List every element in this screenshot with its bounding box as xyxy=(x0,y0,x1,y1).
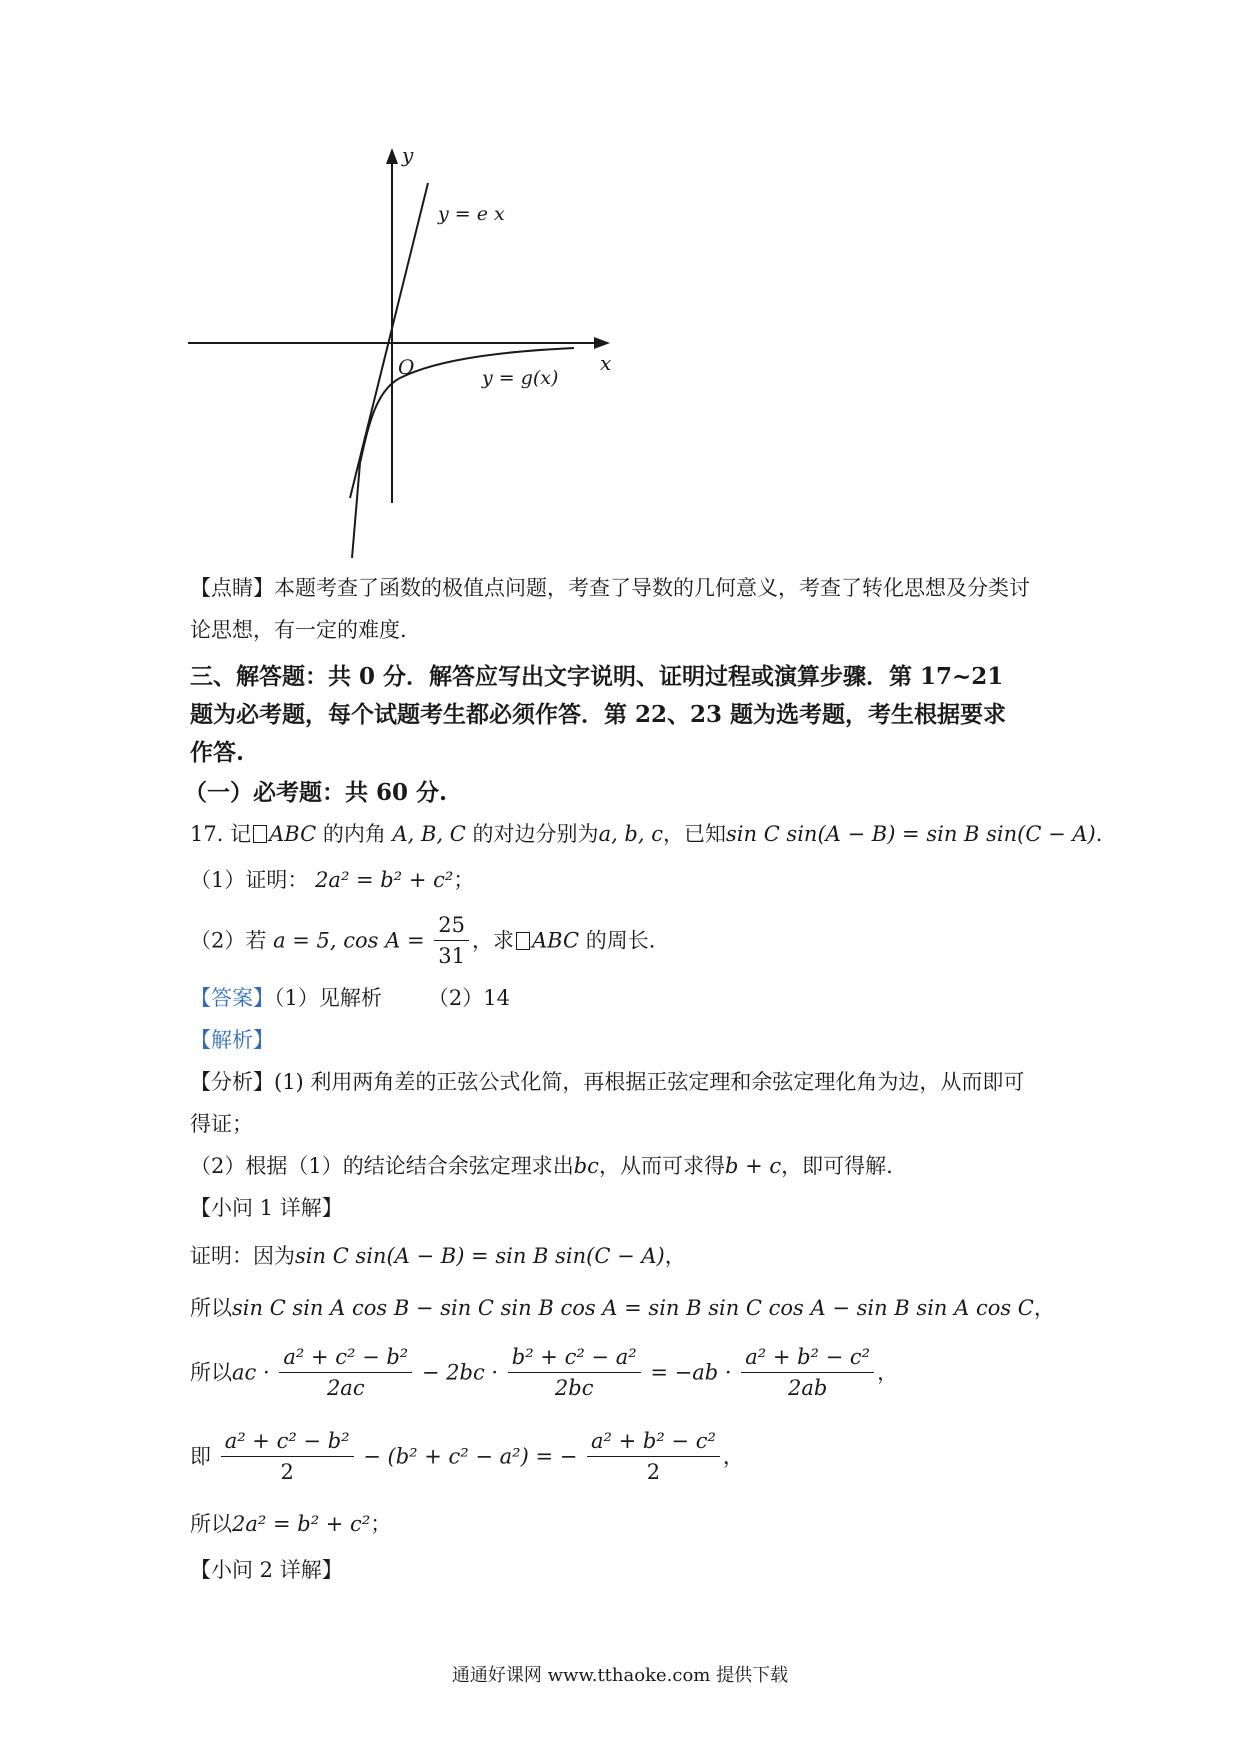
proof-3-frac2 xyxy=(508,1344,641,1401)
q17-part2 xyxy=(190,912,655,969)
detail2-tag: 【小问 2 详解】 xyxy=(190,1558,343,1582)
proof-1-prefix: 证明：因为 xyxy=(190,1244,295,1268)
proof-3-t1: ac · xyxy=(232,1360,270,1385)
y-axis-arrow-icon xyxy=(386,148,398,164)
dianjing-line-1: 【点睛】本题考查了函数的极值点问题，考查了导数的几何意义，考查了转化思想及分类讨 xyxy=(190,576,1030,600)
q17-mid: 的内角 xyxy=(316,822,393,846)
section3-line-2: 题为必考题，每个试题考生都必须作答．第 22、23 题为选考题，考生根据要求 xyxy=(190,701,1007,728)
q17-end: . xyxy=(1095,822,1103,846)
proof-line-1 xyxy=(190,1242,686,1270)
proof-line-3 xyxy=(190,1344,898,1401)
detail1-tag: 【小问 1 详解】 xyxy=(190,1196,343,1220)
proof-3-frac1-num: a² + c² − b² xyxy=(279,1344,412,1373)
line-label: y = e x xyxy=(438,203,505,225)
analysis-line-3 xyxy=(190,1152,893,1180)
proof-3-end: ， xyxy=(877,1360,899,1385)
q17-mid3: ，已知 xyxy=(663,822,726,846)
proof-3-t2: − 2bc · xyxy=(421,1360,499,1385)
q17-prefix: 17. 记 xyxy=(190,822,252,846)
part2-given: a = 5, cos A = xyxy=(273,928,425,953)
q17-part1 xyxy=(190,866,474,894)
triangle-symbol-icon xyxy=(253,825,267,843)
jiexi-tag: 【解析】 xyxy=(190,1028,274,1052)
part2-fraction xyxy=(434,912,469,969)
proof-4-end: ， xyxy=(722,1444,744,1469)
part2-label: （2）若 xyxy=(190,928,267,953)
q17-angles: A, B, C xyxy=(392,822,466,846)
answer-part2: （2）14 xyxy=(427,986,510,1010)
q17-stem xyxy=(190,820,1102,848)
proof-line-5 xyxy=(190,1510,391,1538)
curve-label: y = g(x) xyxy=(482,367,559,389)
proof-3-prefix: 所以 xyxy=(190,1360,232,1385)
analysis-line-1: 【分析】(1) 利用两角差的正弦公式化简，再根据正弦定理和余弦定理化角为边，从而即可 xyxy=(190,1070,1025,1094)
dianjing-line-2: 论思想，有一定的难度. xyxy=(190,618,407,642)
analysis-3e: ，即可得解. xyxy=(781,1154,893,1178)
proof-1-eq: sin C sin(A − B) = sin B sin(C − A) xyxy=(295,1244,665,1268)
x-axis-label: x xyxy=(600,351,612,375)
section3-line-1: 三、解答题：共 0 分．解答应写出文字说明、证明过程或演算步骤．第 17~21 xyxy=(190,663,1004,690)
subsection-heading: （一）必考题：共 60 分. xyxy=(184,779,448,806)
tangent-line-y-ex xyxy=(350,183,428,498)
part2-end: 的周长. xyxy=(579,928,656,953)
section3-line-3: 作答. xyxy=(190,739,245,766)
part2-rest: ，求 xyxy=(471,928,514,953)
proof-5-eq: 2a² = b² + c² xyxy=(232,1512,371,1536)
page-footer: 通通好课网 www.tthaoke.com 提供下载 xyxy=(451,1665,789,1686)
analysis-line-2: 得证； xyxy=(190,1112,253,1136)
proof-4-frac1-den: 2 xyxy=(280,1460,294,1484)
proof-3-frac3-num: a² + b² − c² xyxy=(741,1344,874,1373)
proof-3-frac3 xyxy=(741,1344,874,1401)
proof-2-eq: sin C sin A cos B − sin C sin B cos A = sin B sin C cos A − sin B sin A cos C xyxy=(232,1296,1034,1320)
answer-part1: （1）见解析 xyxy=(274,986,382,1010)
proof-1-end: ， xyxy=(664,1244,686,1268)
proof-4-frac1 xyxy=(221,1428,354,1485)
origin-label: O xyxy=(398,355,415,379)
q17-mid2: 的对边分别为 xyxy=(465,822,599,846)
part1-end: ； xyxy=(453,868,475,892)
analysis-3b: bc xyxy=(573,1154,599,1178)
answer-tag: 【答案】 xyxy=(190,986,274,1010)
y-axis-label: y xyxy=(402,148,414,167)
proof-2-prefix: 所以 xyxy=(190,1296,232,1320)
proof-4-frac2-den: 2 xyxy=(646,1460,661,1484)
part2-denominator: 31 xyxy=(438,944,465,968)
proof-4-frac2 xyxy=(587,1428,720,1485)
proof-3-t3: = −ab · xyxy=(650,1360,732,1385)
proof-4-prefix: 即 xyxy=(190,1444,211,1469)
proof-4-mid: − (b² + c² − a²) = − xyxy=(363,1444,578,1469)
proof-3-frac1-den: 2ac xyxy=(326,1376,365,1400)
part2-numerator: 25 xyxy=(434,912,469,941)
analysis-3c: ，从而可求得 xyxy=(598,1154,725,1178)
analysis-3d: b + c xyxy=(724,1154,782,1178)
part1-equation: 2a² = b² + c² xyxy=(315,868,454,892)
proof-3-frac3-den: 2ab xyxy=(787,1376,828,1400)
q17-triangle: ABC xyxy=(269,822,317,846)
q17-condition: sin C sin(A − B) = sin B sin(C − A) xyxy=(726,822,1096,846)
proof-3-frac2-den: 2bc xyxy=(554,1376,594,1400)
proof-3-frac2-num: b² + c² − a² xyxy=(508,1344,641,1373)
proof-4-frac2-num: a² + b² − c² xyxy=(587,1428,720,1457)
proof-line-2 xyxy=(190,1294,1055,1322)
proof-4-frac1-num: a² + c² − b² xyxy=(221,1428,354,1457)
answer-line xyxy=(190,984,510,1012)
proof-5-end: ； xyxy=(370,1512,392,1536)
q17-sides: a, b, c xyxy=(598,822,663,846)
function-graph-figure xyxy=(180,148,620,568)
proof-line-4 xyxy=(190,1428,744,1485)
proof-5-prefix: 所以 xyxy=(190,1512,232,1536)
x-axis-arrow-icon xyxy=(594,337,610,349)
part1-label: （1）证明： xyxy=(190,868,309,892)
proof-3-frac1 xyxy=(279,1344,412,1401)
part2-triangle: ABC xyxy=(531,928,580,953)
triangle-symbol-icon-2 xyxy=(516,932,530,950)
analysis-3a: （2）根据（1）的结论结合余弦定理求出 xyxy=(190,1154,574,1178)
proof-2-end: ， xyxy=(1033,1296,1055,1320)
